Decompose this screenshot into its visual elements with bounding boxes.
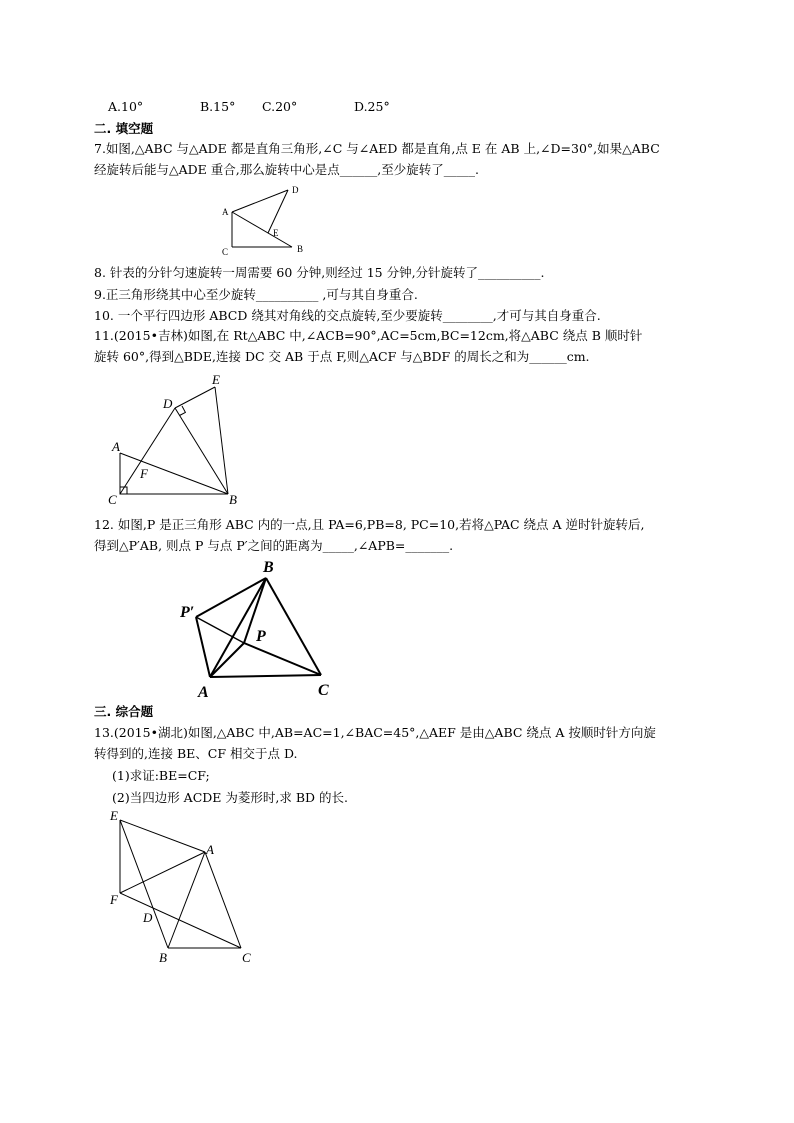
q12-label-a: A — [198, 684, 209, 701]
q13-label-f: F — [110, 892, 118, 907]
q7-label-b: B — [297, 244, 304, 254]
q12-label-b: B — [263, 559, 274, 576]
q13-part1: (1)求证:BE=CF; — [112, 768, 210, 783]
q11-label-f: F — [140, 466, 148, 481]
option-d: D.25° — [354, 99, 390, 114]
q12-line2: 得到△P′AB, 则点 P 与点 P′之间的距离为_____,∠APB=_______. — [94, 538, 454, 553]
q11-label-d: D — [163, 396, 173, 411]
q11-label-b: B — [229, 492, 237, 507]
q13-label-a: A — [206, 842, 214, 857]
q11-line1: 11.(2015•吉林)如图,在 Rt△ABC 中,∠ACB=90°,AC=5cm,BC=12cm,将△ABC 绕点 B 顺时针 — [94, 328, 643, 343]
option-b: B.15° — [200, 99, 236, 114]
q13-line2: 转得到的,连接 BE、CF 相交于点 D. — [94, 746, 298, 761]
q13-part2: (2)当四边形 ACDE 为菱形时,求 BD 的长. — [112, 790, 348, 805]
q12-label-p: P — [256, 628, 266, 645]
q12-label-c: C — [318, 682, 329, 699]
q7-line2: 经旋转后能与△ADE 重合,那么旋转中心是点______,至少旋转了_____. — [94, 162, 479, 177]
q7-label-c: C — [222, 247, 229, 257]
q12-label-p-prime: P′ — [180, 604, 195, 621]
q7-label-e: E — [273, 228, 279, 238]
q13-label-b: B — [159, 950, 167, 965]
q13-label-c: C — [242, 950, 251, 965]
q7-line1: 7.如图,△ABC 与△ADE 都是直角三角形,∠C 与∠AED 都是直角,点 E 在 AB 上,∠D=30°,如果△ABC — [94, 141, 660, 156]
q13-label-e: E — [110, 808, 118, 823]
section-comprehensive-title: 三. 综合题 — [94, 704, 154, 719]
q7-label-d: D — [292, 185, 299, 195]
q11-label-e: E — [212, 372, 220, 387]
q7-label-a: A — [222, 207, 229, 217]
q9-text: 9.正三角形绕其中心至少旋转__________ ,可与其自身重合. — [94, 287, 418, 302]
q13-label-d: D — [143, 910, 153, 925]
q11-label-c: C — [108, 492, 117, 507]
q13-line1: 13.(2015•湖北)如图,△ABC 中,AB=AC=1,∠BAC=45°,△AEF 是由△ABC 绕点 A 按顺时针方向旋 — [94, 725, 656, 740]
option-a: A.10° — [108, 99, 144, 114]
q11-line2: 旋转 60°,得到△BDE,连接 DC 交 AB 于点 F,则△ACF 与△BDF 的周长之和为______cm. — [94, 349, 590, 364]
option-c: C.20° — [262, 99, 298, 114]
section-fill-in-title: 二. 填空题 — [94, 121, 154, 136]
q8-text: 8. 针表的分针匀速旋转一周需要 60 分钟,则经过 15 分钟,分针旋转了__________. — [94, 265, 545, 280]
q11-label-a: A — [112, 439, 120, 454]
q12-line1: 12. 如图,P 是正三角形 ABC 内的一点,且 PA=6,PB=8, PC=10,若将△PAC 绕点 A 逆时针旋转后, — [94, 517, 645, 532]
q10-text: 10. 一个平行四边形 ABCD 绕其对角线的交点旋转,至少要旋转________,才可与其自身重合. — [94, 308, 601, 323]
